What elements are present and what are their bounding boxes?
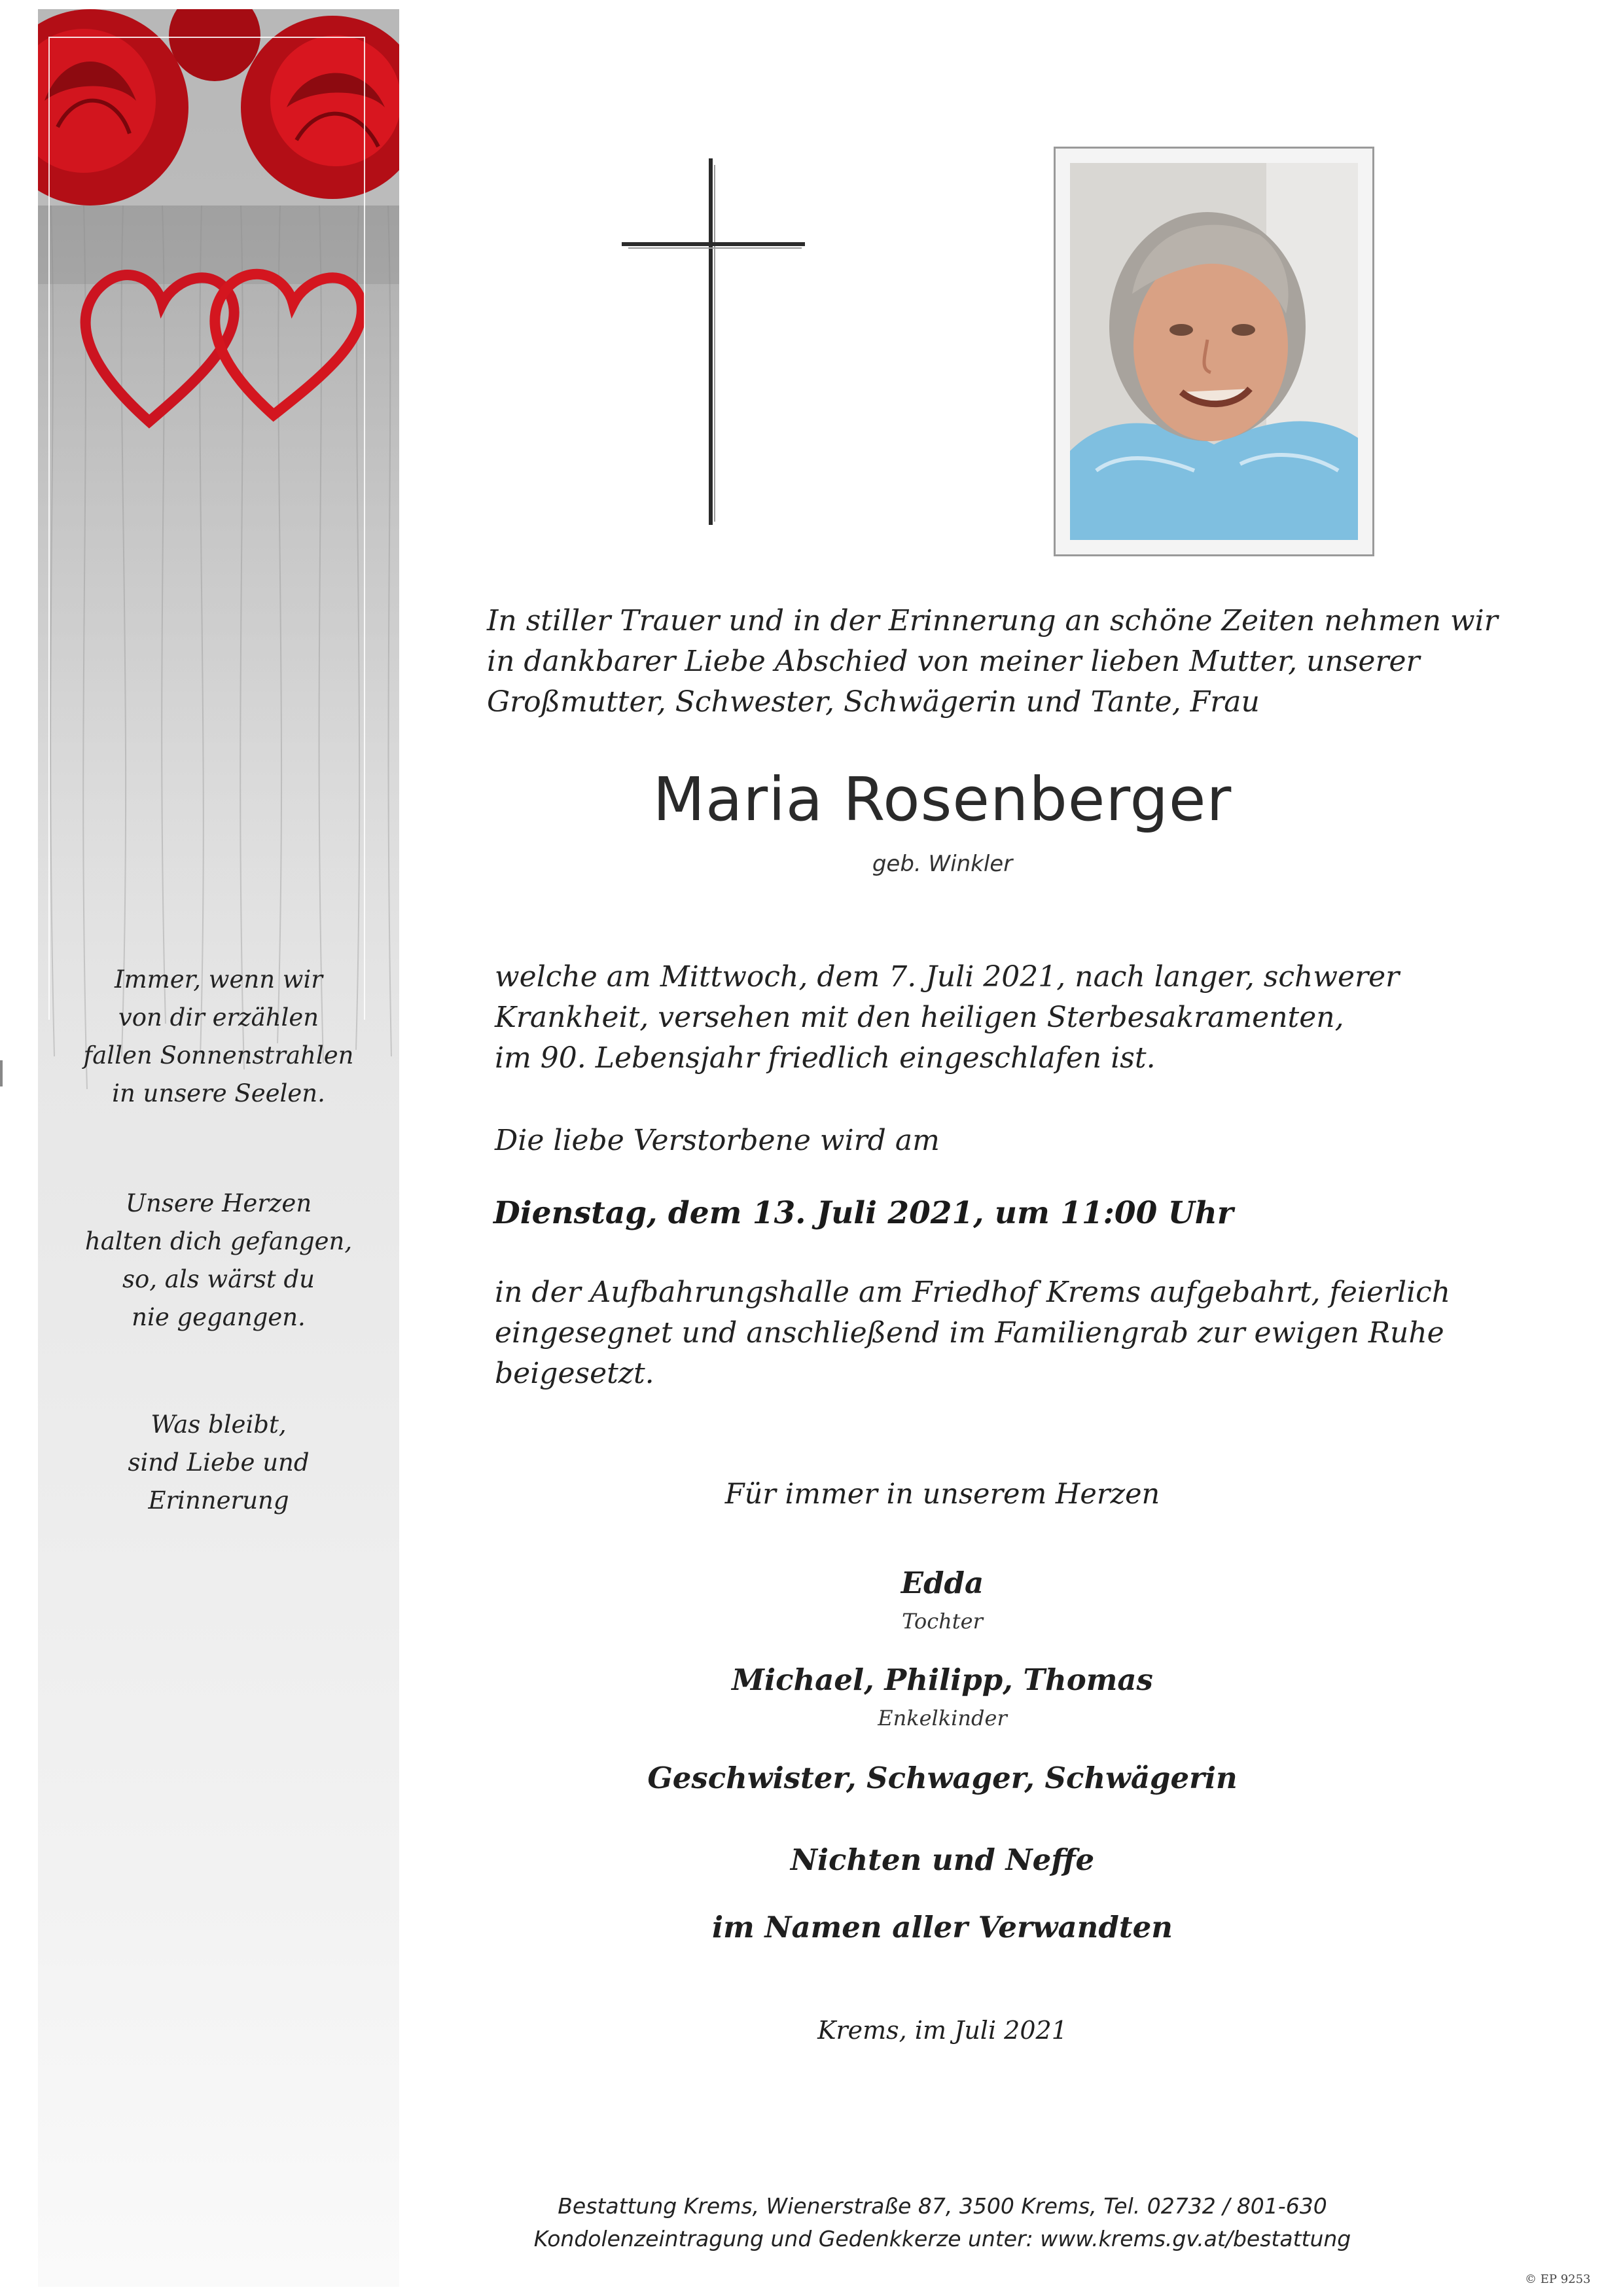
death-line: welche am Mittwoch, dem 7. Juli 2021, nach langer, schwerer xyxy=(495,960,1400,994)
poem-line: Erinnerung xyxy=(148,1486,289,1515)
burial-line: in der Aufbahrungshalle am Friedhof Krems aufgebahrt, feierlich xyxy=(495,1276,1451,1309)
funeral-datetime: Dienstag, dem 13. Juli 2021, um 11:00 Uhr xyxy=(493,1195,1234,1231)
death-paragraph xyxy=(495,957,1411,1079)
poem-line: Was bleibt, xyxy=(151,1410,287,1439)
mourner-siblings: Geschwister, Schwager, Schwägerin xyxy=(647,1761,1238,1795)
poem-stanza-1 xyxy=(38,961,399,1113)
poem-line: von dir erzählen xyxy=(118,1003,319,1031)
mourner-daughter: Edda xyxy=(901,1566,984,1600)
death-line: im 90. Lebensjahr friedlich eingeschlafen ist. xyxy=(495,1041,1156,1075)
portrait-image xyxy=(1070,163,1358,540)
portrait-photo xyxy=(1054,147,1374,556)
poem-line: so, als wärst du xyxy=(122,1265,315,1293)
mourner-grandchildren: Michael, Philipp, Thomas xyxy=(732,1662,1153,1697)
burial-line: beigesetzt. xyxy=(495,1357,654,1390)
mourner-relatives: im Namen aller Verwandten xyxy=(712,1910,1173,1945)
intro-line: Großmutter, Schwester, Schwägerin und Tante, Frau xyxy=(487,685,1260,719)
mourner-relation: Enkelkinder xyxy=(878,1706,1007,1731)
burial-paragraph xyxy=(495,1272,1451,1394)
poem-line: sind Liebe und xyxy=(128,1448,310,1477)
poem-line: halten dich gefangen, xyxy=(84,1227,353,1255)
poem-line: nie gegangen. xyxy=(132,1303,306,1331)
fold-mark xyxy=(0,1060,3,1086)
poem-line: fallen Sonnenstrahlen xyxy=(83,1041,354,1069)
death-line: Krankheit, versehen mit den heiligen Sterbesakramenten, xyxy=(495,1001,1344,1034)
banner-frame xyxy=(48,37,365,1020)
deceased-name: Maria Rosenberger xyxy=(652,764,1232,834)
maiden-name: geb. Winkler xyxy=(872,851,1013,877)
poem-line: in unsere Seelen. xyxy=(112,1079,325,1107)
mourner-nieces-nephew: Nichten und Neffe xyxy=(790,1842,1095,1877)
condolence-link: Kondolenzeintragung und Gedenkkerze unter: www.krems.gv.at/bestattung xyxy=(533,2226,1351,2251)
forever-line: Für immer in unserem Herzen xyxy=(724,1478,1160,1511)
funeral-home-address: Bestattung Krems, Wienerstraße 87, 3500 Krems, Tel. 02732 / 801-630 xyxy=(558,2193,1327,2219)
cross-icon xyxy=(622,158,812,531)
poem-stanza-3 xyxy=(38,1406,399,1520)
intro-line: In stiller Trauer und in der Erinnerung an schöne Zeiten nehmen wir xyxy=(487,604,1498,637)
lying-in-state-intro xyxy=(495,1121,1149,1161)
mourner-relation: Tochter xyxy=(902,1609,983,1634)
print-code: © EP 9253 xyxy=(1525,2272,1591,2286)
poem-stanza-2 xyxy=(38,1185,399,1336)
poem-line: Unsere Herzen xyxy=(125,1189,312,1217)
poem-line: Immer, wenn wir xyxy=(114,965,323,994)
lying-in-state-line: Die liebe Verstorbene wird am xyxy=(495,1124,940,1157)
place-date: Krems, im Juli 2021 xyxy=(817,2016,1067,2045)
burial-line: eingesegnet und anschließend im Familiengrab zur ewigen Ruhe xyxy=(495,1316,1444,1350)
intro-paragraph xyxy=(487,601,1498,723)
intro-line: in dankbarer Liebe Abschied von meiner lieben Mutter, unserer xyxy=(487,645,1420,678)
